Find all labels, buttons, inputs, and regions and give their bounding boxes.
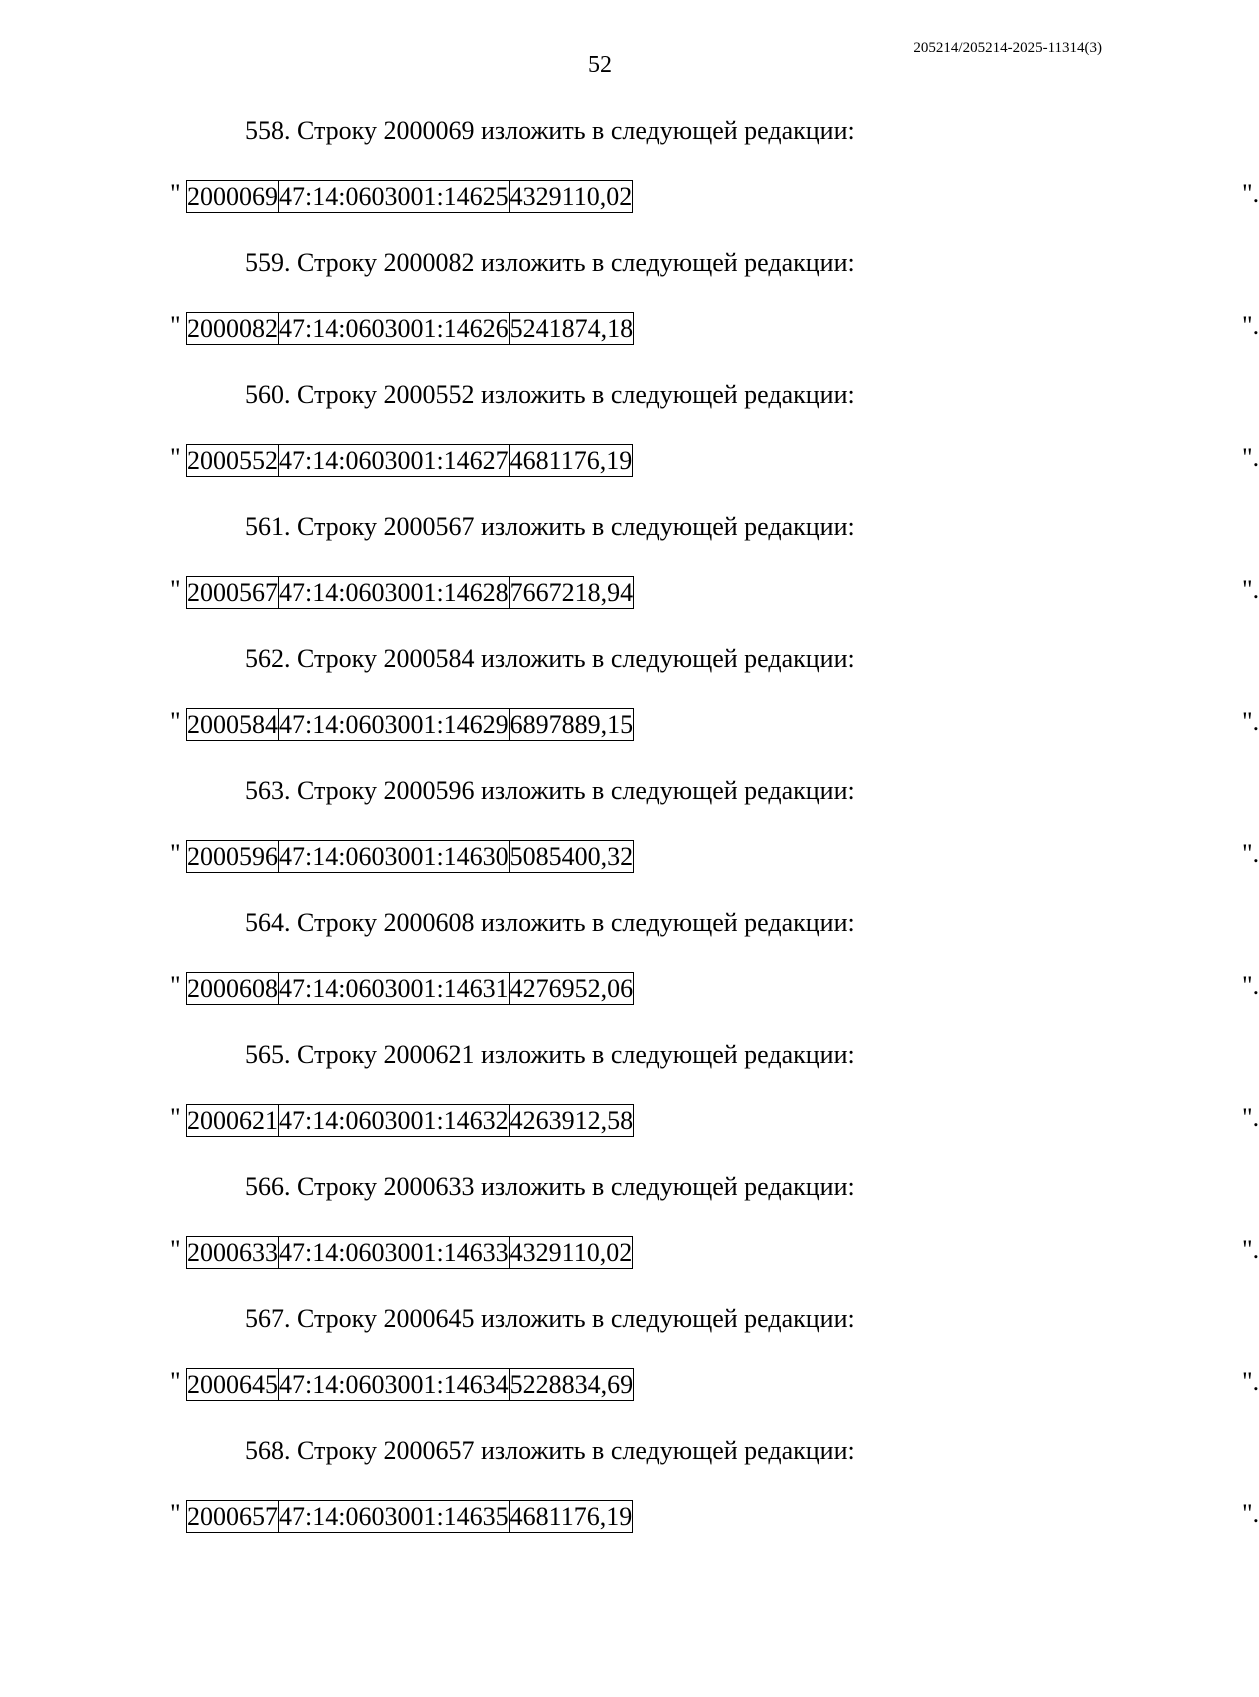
row-number-cell: 2000596 [187,842,278,871]
row-table [186,444,633,477]
row-table [186,180,633,213]
row-number-cell: 2000608 [187,974,278,1003]
row-number-cell: 2000082 [187,314,278,343]
opening-quote: " [170,971,181,1000]
value-cell: 4681176,19 [509,446,633,475]
amendment-instruction: 564. Строку 2000608 изложить в следующей редакции: [245,908,855,937]
value-cell: 5241874,18 [509,314,634,343]
cadastral-number-cell: 47:14:0603001:14627 [279,446,509,475]
row-table [186,708,634,741]
row-table [186,312,634,345]
opening-quote: " [170,179,181,208]
closing-quote: ". [1242,179,1259,208]
opening-quote: " [170,443,181,472]
amendment-entry [0,1036,1259,1168]
opening-quote: " [170,1367,181,1396]
row-table [186,1104,634,1137]
opening-quote: " [170,311,181,340]
closing-quote: ". [1242,971,1259,1000]
row-number-cell: 2000552 [187,446,278,475]
row-table [186,1500,633,1533]
value-cell: 5085400,32 [509,842,634,871]
row-table [186,840,634,873]
cadastral-number-cell: 47:14:0603001:14625 [279,182,509,211]
amendment-instruction: 562. Строку 2000584 изложить в следующей редакции: [245,644,855,673]
cadastral-number-cell: 47:14:0603001:14628 [279,578,509,607]
row-number-cell: 2000633 [187,1238,278,1267]
opening-quote: " [170,1499,181,1528]
closing-quote: ". [1242,1103,1259,1132]
page-number: 52 [588,52,612,78]
row-number-cell: 2000567 [187,578,278,607]
amendment-entry [0,640,1259,772]
opening-quote: " [170,575,181,604]
value-cell: 4263912,58 [509,1106,634,1135]
amendment-entry [0,904,1259,1036]
value-cell: 6897889,15 [509,710,634,739]
amendment-instruction: 560. Строку 2000552 изложить в следующей редакции: [245,380,855,409]
amendment-entry [0,772,1259,904]
value-cell: 7667218,94 [509,578,634,607]
closing-quote: ". [1242,839,1259,868]
amendment-entry [0,1168,1259,1300]
closing-quote: ". [1242,575,1259,604]
value-cell: 5228834,69 [509,1370,634,1399]
cadastral-number-cell: 47:14:0603001:14632 [279,1106,509,1135]
closing-quote: ". [1242,1235,1259,1264]
closing-quote: ". [1242,443,1259,472]
value-cell: 4329110,02 [509,182,633,211]
amendment-entry [0,244,1259,376]
value-cell: 4276952,06 [509,974,634,1003]
closing-quote: ". [1242,311,1259,340]
row-number-cell: 2000584 [187,710,278,739]
document-id: 205214/205214-2025-11314(3) [913,40,1102,56]
row-number-cell: 2000621 [187,1106,278,1135]
cadastral-number-cell: 47:14:0603001:14635 [279,1502,509,1531]
amendment-instruction: 561. Строку 2000567 изложить в следующей редакции: [245,512,855,541]
cadastral-number-cell: 47:14:0603001:14629 [279,710,509,739]
cadastral-number-cell: 47:14:0603001:14634 [279,1370,509,1399]
amendment-entry [0,508,1259,640]
cadastral-number-cell: 47:14:0603001:14631 [279,974,509,1003]
value-cell: 4681176,19 [509,1502,633,1531]
opening-quote: " [170,1235,181,1264]
amendment-entry [0,1300,1259,1432]
row-table [186,1236,633,1269]
closing-quote: ". [1242,707,1259,736]
closing-quote: ". [1242,1499,1259,1528]
amendment-entry [0,112,1259,244]
amendment-instruction: 568. Строку 2000657 изложить в следующей редакции: [245,1436,855,1465]
opening-quote: " [170,1103,181,1132]
row-number-cell: 2000657 [187,1502,278,1531]
row-table [186,972,634,1005]
amendment-instruction: 566. Строку 2000633 изложить в следующей редакции: [245,1172,855,1201]
cadastral-number-cell: 47:14:0603001:14633 [279,1238,509,1267]
row-number-cell: 2000069 [187,182,278,211]
row-table [186,1368,634,1401]
amendment-list [0,112,1259,1564]
opening-quote: " [170,707,181,736]
amendment-instruction: 563. Строку 2000596 изложить в следующей редакции: [245,776,855,805]
amendment-entry [0,1432,1259,1564]
amendment-instruction: 567. Строку 2000645 изложить в следующей редакции: [245,1304,855,1333]
row-table [186,576,634,609]
closing-quote: ". [1242,1367,1259,1396]
opening-quote: " [170,839,181,868]
amendment-instruction: 565. Строку 2000621 изложить в следующей редакции: [245,1040,855,1069]
amendment-instruction: 559. Строку 2000082 изложить в следующей редакции: [245,248,855,277]
value-cell: 4329110,02 [509,1238,633,1267]
amendment-entry [0,376,1259,508]
row-number-cell: 2000645 [187,1370,278,1399]
amendment-instruction: 558. Строку 2000069 изложить в следующей редакции: [245,116,855,145]
cadastral-number-cell: 47:14:0603001:14630 [279,842,509,871]
cadastral-number-cell: 47:14:0603001:14626 [279,314,509,343]
